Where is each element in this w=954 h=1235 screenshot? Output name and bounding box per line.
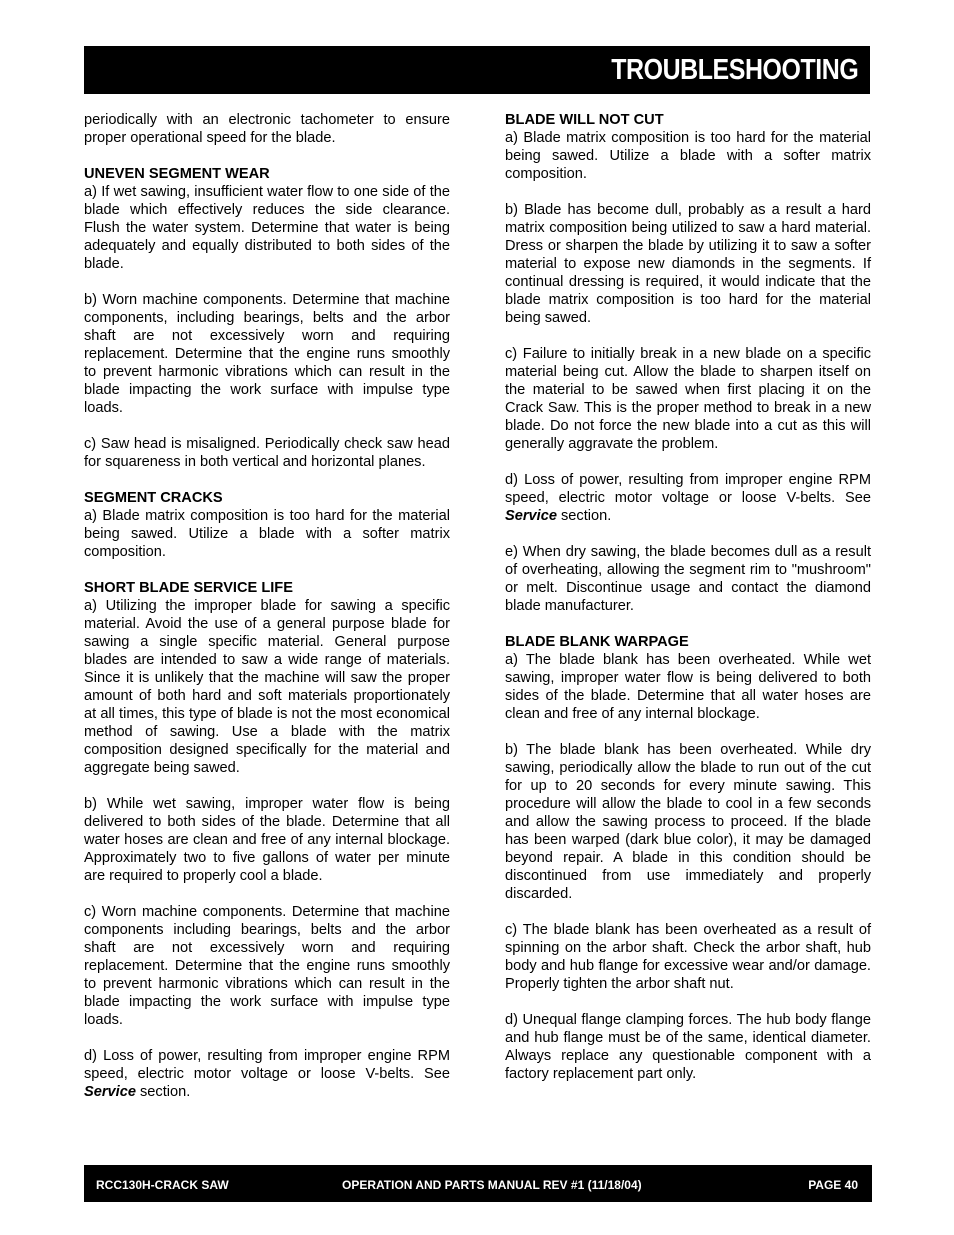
section-heading: SHORT BLADE SERVICE LIFE <box>84 580 293 596</box>
paragraph: b) The blade blank has been overheated. While dry sawing, periodically allow the blade to run out of the cut for up to 20 seconds for every minute sawing. This procedure will allow the blade to cool in a few seconds and allow the sawing process to proceed. If the blade has been warped (dark blue color), it may be damaged beyond repair. A blade in this condition should be discontinued from use immediately and properly discarded. <box>505 742 871 902</box>
paragraph: a) Blade matrix composition is too hard for the material being sawed. Utilize a blade with a softer matrix composition. <box>84 508 450 560</box>
paragraph <box>505 471 871 525</box>
footer-model: RCC130H-CRACK SAW <box>96 1178 229 1192</box>
service-reference: Service <box>84 1084 136 1100</box>
left-column <box>84 111 450 1119</box>
section-heading: UNEVEN SEGMENT WEAR <box>84 166 270 182</box>
paragraph: c) The blade blank has been overheated as a result of spinning on the arbor shaft. Check the arbor shaft, hub body and hub flange for excessive wear and/or damage. Properly tighten the arbor shaft nut. <box>505 922 871 992</box>
section-segment-cracks <box>84 489 450 561</box>
paragraph-text: section. <box>556 508 612 524</box>
footer-manual-title: OPERATION AND PARTS MANUAL REV #1 (11/18/04) <box>342 1178 642 1192</box>
page-header <box>84 46 870 94</box>
paragraph: c) Failure to initially break in a new blade on a specific material being cut. Allow the blade to sharpen itself on the material to be sawed when first placing it on the Crack Saw. This is the proper method to break in a new blade. Do not force the new blade into a cut as this will generally aggravate the problem. <box>505 346 871 452</box>
section-heading: SEGMENT CRACKS <box>84 490 223 506</box>
intro-paragraph: periodically with an electronic tachometer to ensure proper operational speed for the blade. <box>84 112 450 146</box>
section-uneven-segment-wear <box>84 165 450 471</box>
paragraph-text: section. <box>135 1084 191 1100</box>
paragraph: b) Worn machine components. Determine that machine components, including bearings, belts and the arbor shaft are not excessively worn and requiring replacement. Determine that the engine runs smoothly to prevent harmonic vibrations which can result in the blade impacting the work surface with impulse type loads. <box>84 292 450 416</box>
paragraph: b) Blade has become dull, probably as a result a hard matrix composition being utilized to saw a hard material. Dress or sharpen the blade by utilizing it to saw a softer material to expose new diamonds in the segments. If continual dressing is required, it would indicate that the blade matrix composition is too hard for the material being sawed. <box>505 202 871 326</box>
paragraph: c) Saw head is misaligned. Periodically check saw head for squareness in both vertical and horizontal planes. <box>84 436 450 470</box>
page-footer <box>84 1165 872 1202</box>
section-blade-will-not-cut <box>505 111 871 615</box>
paragraph: c) Worn machine components. Determine that machine components including bearings, belts and the arbor shaft are not excessively worn and requiring replacement. Determine that the engine runs smoothly to prevent harmonic vibrations which can result in the blade impacting the work surface with impulse type loads. <box>84 904 450 1028</box>
footer-page-number: PAGE 40 <box>808 1178 858 1192</box>
paragraph: e) When dry sawing, the blade becomes dull as a result of overheating, allowing the segment rim to "mushroom" or melt. Discontinue usage and contact the diamond blade manufacturer. <box>505 544 871 614</box>
paragraph: a) The blade blank has been overheated. While wet sawing, improper water flow is being delivered to both sides of the blade. Determine that all water hoses are clean and free of any internal blockage. <box>505 652 871 722</box>
right-column <box>505 111 871 1101</box>
paragraph: a) Blade matrix composition is too hard for the material being sawed. Utilize a blade with a softer matrix composition. <box>505 130 871 182</box>
paragraph-text: d) Loss of power, resulting from improper engine RPM speed, electric motor voltage or loose V-belts. See <box>84 1048 450 1082</box>
paragraph: d) Unequal flange clamping forces. The hub body flange and hub flange must be of the same, identical diameter. Always replace any questionable component with a factory replacement part only. <box>505 1012 871 1082</box>
service-reference: Service <box>505 508 557 524</box>
page-title: TROUBLESHOOTING <box>610 54 858 86</box>
section-heading: BLADE WILL NOT CUT <box>505 112 664 128</box>
paragraph: b) While wet sawing, improper water flow is being delivered to both sides of the blade. Determine that all water hoses are clean and free of any internal blockage. Approximately two to five gallons of water per minute are required to properly cool a blade. <box>84 796 450 884</box>
paragraph-text: d) Loss of power, resulting from improper engine RPM speed, electric motor voltage or loose V-belts. See <box>505 472 871 506</box>
section-short-blade-service-life <box>84 579 450 1101</box>
section-blade-blank-warpage <box>505 633 871 1083</box>
paragraph: a) Utilizing the improper blade for sawing a specific material. Avoid the use of a general purpose blade for sawing a single specific material. General purpose blades are intended to saw a wide range of materials. Since it is unlikely that the machine will saw the proper amount of both hard and soft materials proportionately at all times, this type of blade is not the most economical method of sawing. Use a blade with the matrix composition designed specifically for the material and aggregate being sawed. <box>84 598 450 776</box>
section-heading: BLADE BLANK WARPAGE <box>505 634 689 650</box>
paragraph <box>84 1047 450 1101</box>
paragraph: a) If wet sawing, insufficient water flow to one side of the blade which effectively reduces the side clearance. Flush the water system. Determine that water is being adequately and equally distributed to both sides of the blade. <box>84 184 450 272</box>
